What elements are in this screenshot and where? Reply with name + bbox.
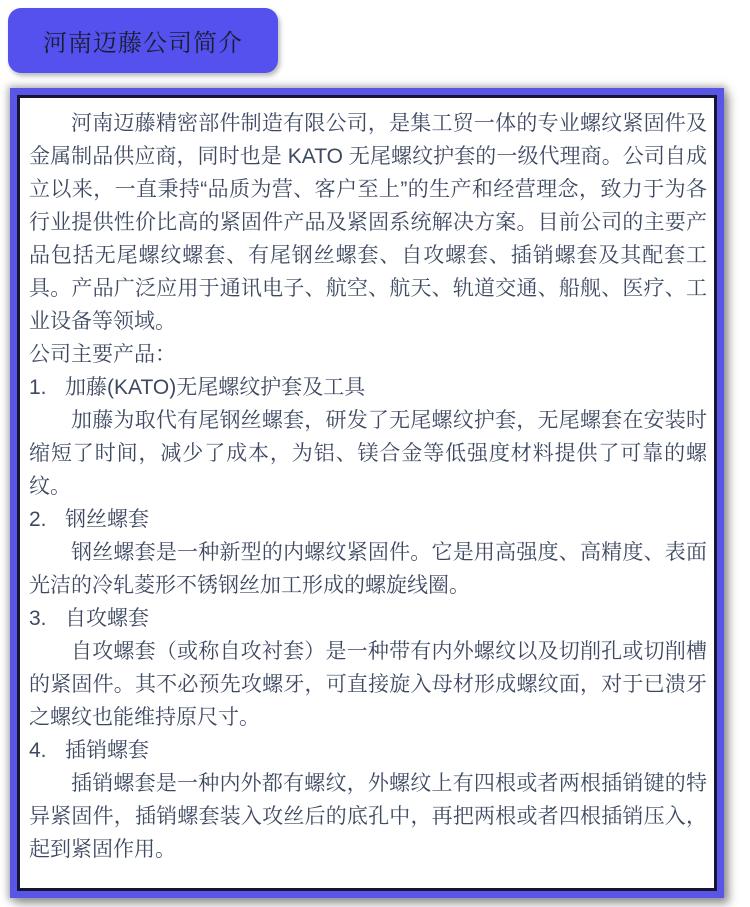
page-title: 河南迈藤公司简介 (43, 30, 243, 57)
products-heading: 公司主要产品： (29, 343, 176, 366)
product-name: 钢丝螺套 (65, 508, 149, 531)
company-intro-panel-body (17, 95, 717, 891)
company-intro-panel (10, 88, 724, 898)
product-title-1 (29, 371, 707, 404)
product-number: 4. (29, 739, 47, 762)
product-number: 2. (29, 508, 47, 531)
product-description-1: 加藤为取代有尾钢丝螺套，研发了无尾螺纹护套，无尾螺套在安装时缩短了时间，减少了成本，为铝、镁合金等低强度材料提供了可靠的螺纹。 (29, 409, 707, 498)
product-description-4: 插销螺套是一种内外都有螺纹，外螺纹上有四根或者两根插销键的特异紧固件，插销螺套装入攻丝后的底孔中，再把两根或者四根插销压入，起到紧固作用。 (29, 772, 707, 861)
intro-paragraph: 河南迈藤精密部件制造有限公司，是集工贸一体的专业螺纹紧固件及金属制品供应商，同时也是 KATO 无尾螺纹护套的一级代理商。公司自成立以来，一直秉持“品质为营、客户至上”的生产和经营理念，致力于为各行业提供性价比高的紧固件产品及紧固系统解决方案。目前公司的主要产品包括无尾螺纹螺套、有尾钢丝螺套、自攻螺套、插销螺套及其配套工具。产品广泛应用于通讯电子、航空、航天、轨道交通、船舰、医疗、工业设备等领域。 (29, 112, 707, 333)
product-title-3 (29, 602, 707, 635)
product-description-2: 钢丝螺套是一种新型的内螺纹紧固件。它是用高强度、高精度、表面光洁的冷轧菱形不锈钢丝加工形成的螺旋线圈。 (29, 541, 707, 597)
product-name: 插销螺套 (65, 739, 149, 762)
product-name: 加藤(KATO)无尾螺纹护套及工具 (65, 376, 366, 399)
product-number: 1. (29, 376, 47, 399)
product-description-3: 自攻螺套（或称自攻衬套）是一种带有内外螺纹以及切削孔或切削槽的紧固件。其不必预先攻螺牙，可直接旋入母材形成螺纹面，对于已溃牙之螺纹也能维持原尺寸。 (29, 640, 707, 729)
product-title-2 (29, 503, 707, 536)
product-name: 自攻螺套 (65, 607, 149, 630)
product-title-4 (29, 734, 707, 767)
product-number: 3. (29, 607, 47, 630)
company-intro-title-button[interactable] (8, 8, 278, 73)
